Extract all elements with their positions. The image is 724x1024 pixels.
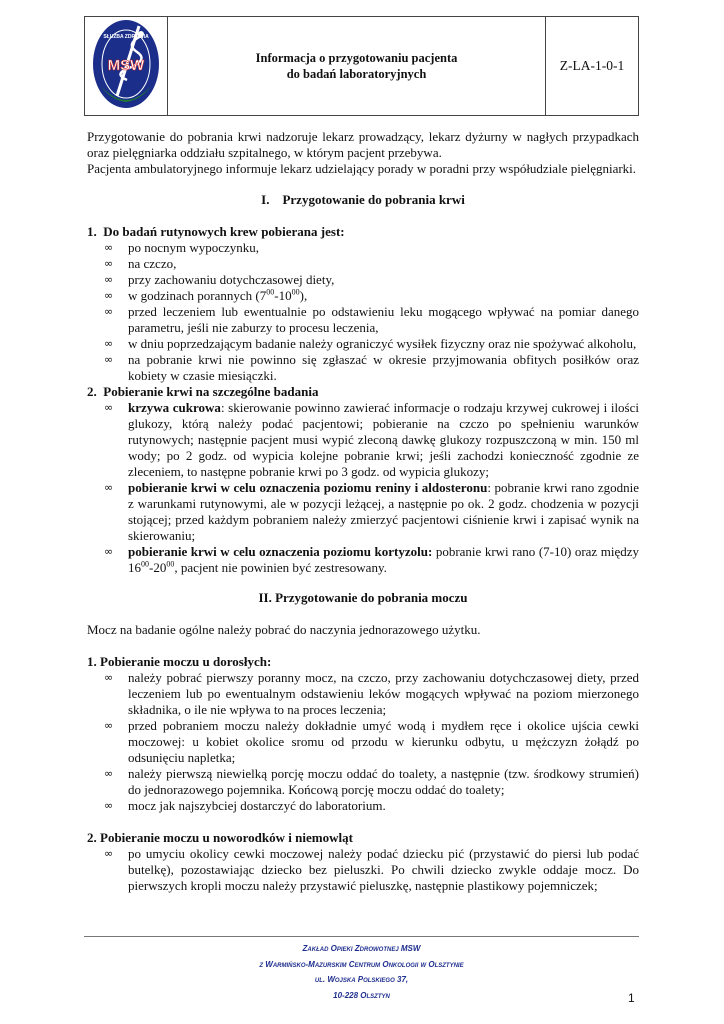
logo-initials: MSW	[107, 56, 145, 74]
document-code: Z-LA-1-0-1	[546, 17, 639, 116]
bullet-icon: ∞	[104, 671, 114, 684]
bullet-icon: ∞	[104, 481, 114, 494]
page-footer	[84, 936, 639, 1003]
list-item: ∞ na czczo,	[104, 256, 177, 271]
intro-paragraph-2: Pacjenta ambulatoryjnego informuje lekarz udzielający porady w poradni przy współudziale pielęgniarki.	[87, 161, 637, 176]
document-header	[84, 16, 639, 116]
list-item: ∞ po umyciu okolicy cewki moczowej należy podać dziecku pić (przystawić do piersi lub podać butelkę), pozostawiając dziecko bez pieluszki. Po chwili dziecko zwykle oddaje mocz. Do pierwszych kropli moczu należy przystawić pieluszkę, następnie plastikowy pojemniczek;	[104, 846, 639, 893]
footer-line-2: z Warmińsko-Mazurskim Centrum Onkologii w Olsztynie	[259, 959, 464, 969]
urine-infant-list	[87, 846, 639, 894]
bullet-icon: ∞	[104, 289, 114, 302]
list-item: ∞ pobieranie krwi w celu oznaczenia poziomu kortyzolu: pobranie krwi rano (7-10) oraz między $16^{00}-20^{00}$, pacjent nie powinien być zestresowany.	[104, 544, 639, 575]
list-item: ∞ po nocnym wypoczynku,	[104, 240, 260, 255]
blood-routine-list	[87, 240, 639, 384]
list-item: ∞ należy pobrać pierwszy poranny mocz, na czczo, przy zachowaniu dotychczasowej diety, przed leczeniem lub po ewentualnym odstawieniu leków mogących wpływać na poziom mierzonego składnika, o ile nie wpływa to na proces leczenia;	[104, 670, 639, 717]
section-2-item-2-heading: 2. Pobieranie moczu u noworodków i niemowląt	[87, 830, 353, 845]
urine-adult-list	[87, 670, 639, 814]
bullet-icon: ∞	[104, 273, 114, 286]
list-item: ∞ pobieranie krwi w celu oznaczenia poziomu reniny i aldosteronu: pobranie krwi rano zgodnie z warunkami rutynowymi, ale w pozycji leżącej, a następnie po ok. 2 godz. chodzenia w pozycji stojącej; przed każdym pobraniem należy zmierzyć pacjentowi ciśnienie krwi i zapisać wynik na skierowaniu;	[104, 480, 639, 543]
bullet-icon: ∞	[104, 305, 114, 318]
bullet-icon: ∞	[104, 401, 114, 414]
bullet-icon: ∞	[104, 353, 114, 366]
section-2-intro: Mocz na badanie ogólne należy pobrać do naczynia jednorazowego użytku.	[87, 622, 481, 637]
list-item: ∞ na pobranie krwi nie powinno się zgłaszać w okresie przyjmowania obfitych posiłków oraz kobiety w czasie miesiączki.	[104, 352, 639, 383]
section-1-item-1-heading: 1. Do badań rutynowych krew pobierana jest:	[87, 224, 345, 239]
document-body	[87, 129, 639, 894]
msw-logo-icon	[91, 18, 161, 110]
list-item: ∞ przed leczeniem lub ewentualnie po odstawieniu leku mogącego wpływać na pomiar danego parametru, jeśli nie zaburzy to procesu leczenia,	[104, 304, 639, 335]
footer-line-3: ul. Wojska Polskiego 37,	[314, 975, 409, 984]
section-2-item-1-heading: 1. Pobieranie moczu u dorosłych:	[87, 654, 272, 669]
document-title	[168, 17, 546, 116]
section-1-item-2-heading: 2. Pobieranie krwi na szczególne badania	[87, 384, 319, 399]
footer-line-4: 10-228 Olsztyn	[333, 990, 390, 1000]
list-item: ∞ krzywa cukrowa: skierowanie powinno zawierać informacje o rodzaju krzywej cukrowej i ilości glukozy, którą należy podać pacjentowi; pobieranie na czczo po spełnieniu warunków rutynowych; następnie pacjent musi wypić zleconą dawkę glukozy rozpuszczoną w min. 150 ml wody; po 2 godz. od wypicia kolejne pobranie krwi; jeśli zachodzi konieczność zgodnie ze zleceniem, to następne pobranie krwi po 3 godz. od wypicia glukozy;	[104, 400, 640, 479]
list-item: ∞ należy pierwszą niewielką porcję moczu oddać do toalety, a następnie (tzw. środkowy strumień) do jednorazowego pojemnika. Końcową porcję moczu oddać do toalety;	[104, 766, 639, 797]
list-item: ∞ w godzinach porannych $(7^{00}-10^{00})$,	[104, 287, 308, 303]
bullet-icon: ∞	[104, 847, 114, 860]
list-item: ∞ w dniu poprzedzającym badanie należy ograniczyć wysiłek fizyczny oraz nie spożywać alkoholu,	[104, 336, 637, 351]
blood-special-list	[87, 400, 639, 576]
footer-line-1: Zakład Opieki Zdrowotnej MSW	[302, 944, 421, 953]
logo-arc-text: SŁUŻBA ZDROWIA	[103, 33, 149, 40]
bullet-icon: ∞	[104, 767, 114, 780]
page-number: 1	[628, 991, 635, 1005]
title-line-1: Informacja o przygotowaniu pacjenta	[255, 51, 458, 65]
section-1-title: I. Przygotowanie do pobrania krwi	[261, 192, 465, 207]
bullet-icon: ∞	[104, 799, 114, 812]
logo-cell	[85, 17, 168, 116]
section-2-title: II. Przygotowanie do pobrania moczu	[258, 590, 468, 605]
bullet-icon: ∞	[104, 257, 114, 270]
list-item: ∞ przy zachowaniu dotychczasowej diety,	[104, 272, 335, 287]
bullet-icon: ∞	[104, 337, 114, 350]
title-line-2: do badań laboratoryjnych	[286, 67, 427, 81]
intro-paragraph-1: Przygotowanie do pobrania krwi nadzoruje lekarz prowadzący, lekarz dyżurny w nagłych przypadkach oraz pielęgniarka oddziału szpitalnego, w którym pacjent przebywa.	[87, 129, 639, 160]
bullet-icon: ∞	[104, 719, 114, 732]
list-item: ∞ mocz jak najszybciej dostarczyć do laboratorium.	[104, 798, 386, 813]
bullet-icon: ∞	[104, 545, 114, 558]
bullet-icon: ∞	[104, 241, 114, 254]
list-item: ∞ przed pobraniem moczu należy dokładnie umyć wodą i mydłem ręce i okolice ujścia cewki moczowej: u kobiet okolice sromu od przodu w kierunku odbytu, u mężczyzn żołądź po odsunięciu napletka;	[104, 718, 639, 765]
